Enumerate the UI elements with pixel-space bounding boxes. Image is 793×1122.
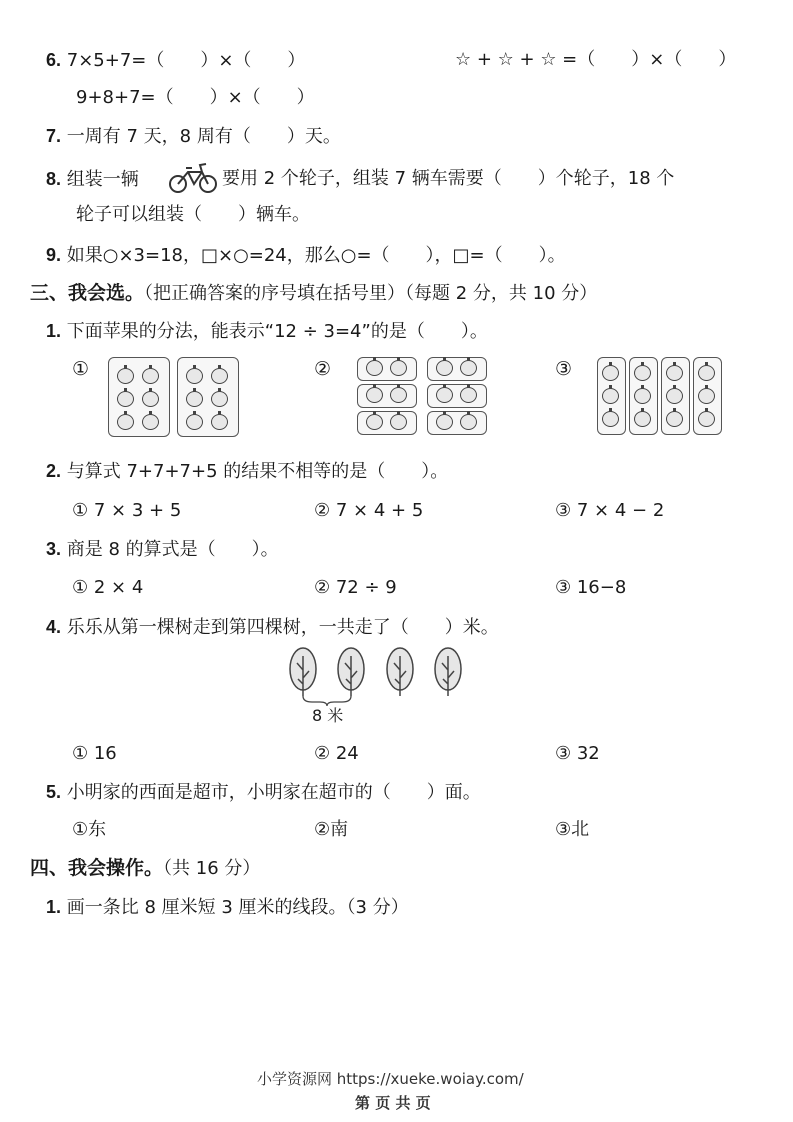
s4q1-number: 1. [46,897,62,917]
section3-heading [30,284,597,303]
s3q2 [46,462,448,481]
apple-group [427,357,487,381]
apple-icon [142,414,159,430]
s3q5-option-3: ③北 [555,819,590,840]
s3q4-text: 乐乐从第一棵树走到第四棵树，一共走了（ ）米。 [66,617,499,638]
q7 [46,127,341,146]
apple-icon [698,411,715,427]
s3q4-number: 4. [46,617,62,637]
s3q5-option-1: ①东 [72,819,107,840]
s3q3-option-3: ③ 16−8 [555,577,627,598]
apple-icon [186,391,203,407]
apple-icon [460,387,477,403]
apple-icon [634,388,651,404]
apple-icon [666,411,683,427]
s3q3-text: 商是 8 的算式是（ ）。 [66,539,279,560]
apple-icon [698,365,715,381]
apple-icon [634,411,651,427]
tree-icon [338,648,364,696]
q8-text-a: 组装一辆 [66,169,139,190]
apple-icon [390,360,407,376]
s3q4-option-3: ③ 32 [555,743,600,764]
apple-icon [117,414,134,430]
q9-number: 9. [46,245,62,265]
apple-icon [211,368,228,384]
apple-icon [186,368,203,384]
apple-group [427,411,487,435]
s3q2-text: 与算式 7+7+7+5 的结果不相等的是（ ）。 [66,461,449,482]
q6-star-expression: ☆ + ☆ + ☆ =（ ）×（ ） [455,49,737,70]
s3q3-option-2: ② 72 ÷ 9 [314,577,397,598]
apple-icon [390,414,407,430]
apple-icon [366,360,383,376]
s3q2-option-3: ③ 7 × 4 − 2 [555,500,665,521]
apple-icon [698,388,715,404]
apple-icon [142,391,159,407]
apple-group [357,357,417,381]
q6-line1 [46,51,305,70]
apple-icon [117,368,134,384]
s3q5 [46,783,481,802]
apple-icon [366,387,383,403]
apple-icon [666,388,683,404]
apple-icon [460,414,477,430]
section4-note: （共 16 分） [163,858,261,879]
q8-number: 8. [46,169,62,189]
tree-icon [435,648,461,696]
s3q4-option-2: ② 24 [314,743,359,764]
apple-icon [366,414,383,430]
apple-icon [211,391,228,407]
apple-group [357,411,417,435]
apple-group [427,384,487,408]
s3q4 [46,618,499,637]
apple-icon [211,414,228,430]
bicycle-icon [168,160,218,194]
section4-title: 四、我会操作。 [30,857,164,879]
q6-expression-1: 7×5+7=（ ）×（ ） [66,50,306,71]
apple-icon [634,365,651,381]
q7-number: 7. [46,126,62,146]
s3q5-number: 5. [46,782,62,802]
section4-heading [30,859,260,878]
apple-group [693,357,722,435]
s3q1-option-1-label: ① [72,358,90,380]
q6-number: 6. [46,50,62,70]
apple-group [629,357,658,435]
q8-text-b: 要用 2 个轮子，组装 7 辆车需要（ ）个轮子，18 个 [222,168,675,189]
q9-text: 如果○×3=18，□×○=24，那么○=（ ），□=（ ）。 [66,245,566,266]
s3q1-option-2-label: ② [314,358,332,380]
apple-group [108,357,170,437]
s3q2-option-2: ② 7 × 4 + 5 [314,500,424,521]
apple-group [357,384,417,408]
s3q1-number: 1. [46,321,62,341]
s3q5-text: 小明家的西面是超市，小明家在超市的（ ）面。 [66,782,481,803]
distance-bracket [303,696,351,706]
trees-illustration [286,646,466,706]
tree-icon [290,648,316,696]
footer-site: 小学资源网 https://xueke.woiay.com/ [257,1070,524,1088]
apple-icon [186,414,203,430]
distance-label: 8 米 [312,706,344,725]
q7-text: 一周有 7 天，8 周有（ ）天。 [66,126,341,147]
apple-group [177,357,239,437]
apple-group [597,357,626,435]
q8-line2: 轮子可以组装（ ）辆车。 [76,204,310,225]
apple-icon [602,411,619,427]
s3q2-number: 2. [46,461,62,481]
apple-icon [436,387,453,403]
s3q3 [46,540,279,559]
s3q5-option-2: ②南 [314,819,349,840]
q8-line1 [46,170,139,189]
s3q3-option-1: ① 2 × 4 [72,577,144,598]
section3-title: 三、我会选。 [30,282,145,304]
s3q1 [46,322,488,341]
apple-group [661,357,690,435]
s3q1-option-3-label: ③ [555,358,573,380]
section3-note: （把正确答案的序号填在括号里）（每题 2 分，共 10 分） [144,283,598,304]
footer-page: 第 页 共 页 [355,1094,431,1112]
s4q1 [46,898,409,917]
apple-icon [390,387,407,403]
apple-icon [117,391,134,407]
tree-icon [387,648,413,696]
q6-expression-2: 9+8+7=（ ）×（ ） [76,87,315,108]
apple-icon [436,360,453,376]
apple-icon [436,414,453,430]
apple-icon [142,368,159,384]
s3q2-option-1: ① 7 × 3 + 5 [72,500,182,521]
apple-icon [602,388,619,404]
s3q4-option-1: ① 16 [72,743,117,764]
s3q3-number: 3. [46,539,62,559]
apple-icon [602,365,619,381]
s3q1-text: 下面苹果的分法，能表示“12 ÷ 3=4”的是（ ）。 [66,321,488,342]
q9 [46,246,566,265]
apple-icon [460,360,477,376]
apple-icon [666,365,683,381]
s4q1-text: 画一条比 8 厘米短 3 厘米的线段。（3 分） [66,897,409,918]
